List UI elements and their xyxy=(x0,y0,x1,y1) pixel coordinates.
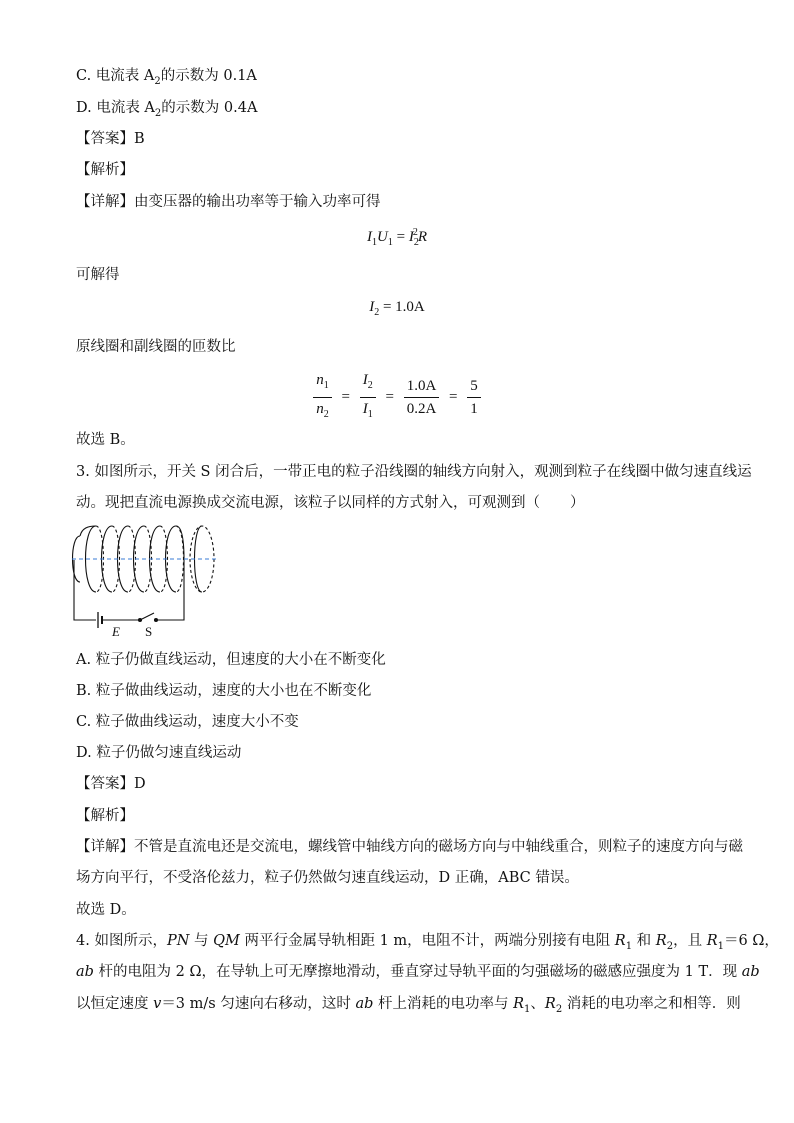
q2-formula-ratio: $\frac{n_1}{n_2}$ = $\frac{I_2}{I_1}$ = $\frac{1.0A}{0.2A}$ = $\frac{5}{1}$ xyxy=(0,371,794,424)
q2-ratio-text: 原线圈和副线圈的匝数比 xyxy=(76,339,236,355)
q3-option-a: A. 粒子仍做直线运动，但速度的大小在不断变化 xyxy=(76,652,386,668)
q3-stem-line2: 动。现把直流电源换成交流电源，该粒子以同样的方式射入，可观测到（ ） xyxy=(76,495,585,511)
q2-option-d: D. 电流表 $A_2$的示数为 0.4A xyxy=(76,100,258,119)
solenoid-circuit-figure xyxy=(68,520,228,642)
q3-stem-line1: 3. 如图所示，开关 S 闭合后，一带正电的粒子沿线圈的轴线方向射入，观测到粒子在线圈中做匀速直线运 xyxy=(76,464,752,480)
q3-analysis-tag: 【解析】 xyxy=(76,808,134,824)
q3-conclusion: 故选 D。 xyxy=(76,902,136,918)
q3-option-d: D. 粒子仍做匀速直线运动 xyxy=(76,745,242,761)
q3-detail-line2: 场方向平行，不受洛伦兹力，粒子仍然做匀速直线运动，D 正确，ABC 错误。 xyxy=(76,870,579,886)
q2-detail: 【详解】由变压器的输出功率等于输入功率可得 xyxy=(76,194,381,210)
q3-option-b: B. 粒子做曲线运动，速度的大小也在不断变化 xyxy=(76,683,372,699)
q2-answer: 【答案】B xyxy=(76,131,145,147)
q3-option-c: C. 粒子做曲线运动，速度大小不变 xyxy=(76,714,299,730)
switch-label: S xyxy=(145,624,153,639)
q2-conclusion: 故选 B。 xyxy=(76,432,135,448)
q3-answer: 【答案】D xyxy=(76,776,146,792)
q4-stem-line1: 4. 如图所示，PN 与 QM 两平行金属导轨相距 1 m，电阻不计，两端分别接有电阻 $R_1$ 和 $R_2$，且 $R_1=6$ Ω， xyxy=(76,933,779,952)
q4-stem-line2: ab 杆的电阻为 2 Ω，在导轨上可无摩擦地滑动，垂直穿过导轨平面的匀强磁场的磁感应强度为 1 T．现 ab xyxy=(76,964,760,980)
q4-stem-line3: 以恒定速度 v＝3 m/s 匀速向右移动，这时 ab 杆上消耗的电功率与 $R_1$、$R_2$ 消耗的电功率之和相等．则 xyxy=(76,996,741,1015)
q2-option-c: C. 电流表 $A_2$的示数为 0.1A xyxy=(76,68,257,87)
q2-analysis-tag: 【解析】 xyxy=(76,162,134,178)
q2-formula-current: $I_2 = 1.0A$ xyxy=(369,299,425,318)
q2-formula-power: $I_1U_1 = I_2^2R$ xyxy=(367,227,427,248)
q3-detail-line1: 【详解】不管是直流电还是交流电，螺线管中轴线方向的磁场方向与中轴线重合，则粒子的速度方向与磁 xyxy=(76,839,743,855)
q2-solve-text: 可解得 xyxy=(76,267,120,283)
battery-label: E xyxy=(112,624,120,639)
